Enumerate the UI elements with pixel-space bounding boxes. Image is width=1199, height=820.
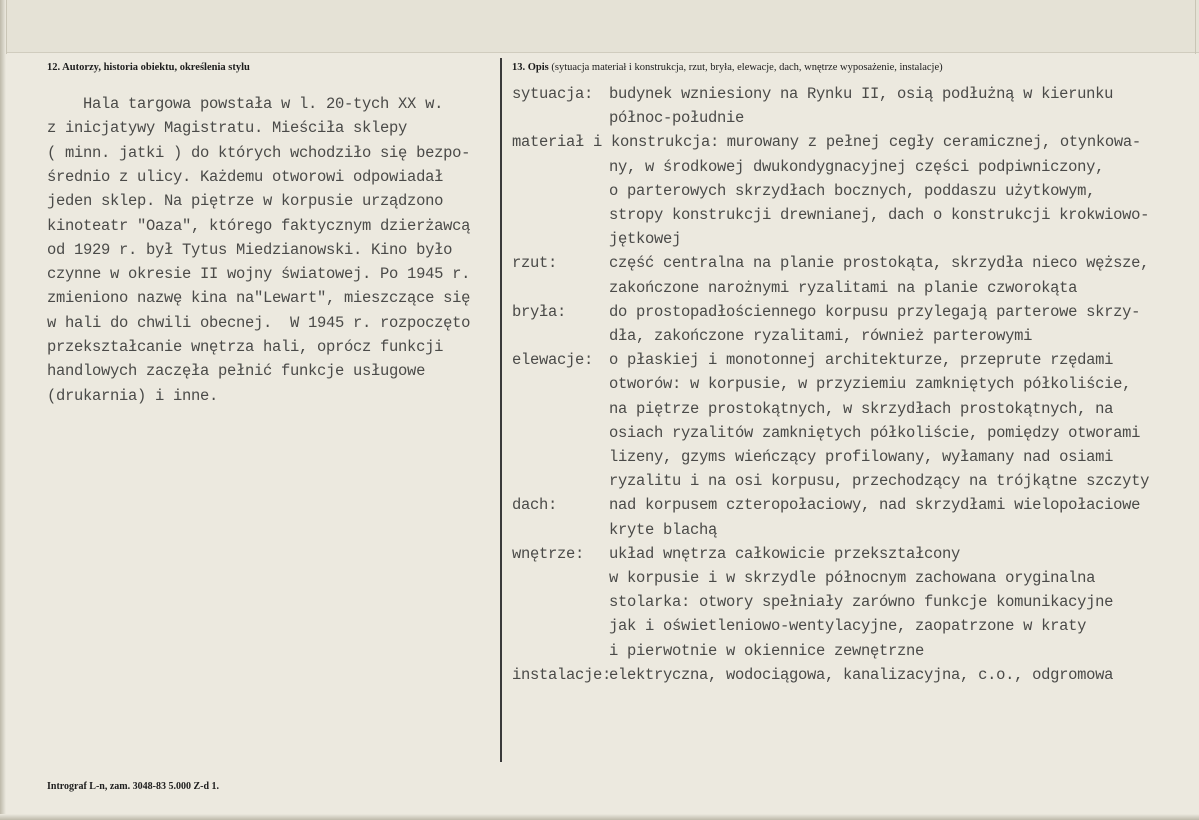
history-line: średnio z ulicy. Każdemu otworowi odpowiadał (47, 167, 444, 186)
description-label: bryła: (512, 302, 567, 321)
description-line: lizeny, gzyms wieńczący profilowany, wyłamany nad osiami (609, 448, 1114, 466)
description-label: elewacje: (512, 351, 594, 370)
description-label: wnętrze: (512, 544, 585, 563)
description-label: materiał i konstrukcja: (512, 133, 720, 152)
description-line: stolarka: otwory spełniały zarówno funkcje komunikacyjne (609, 593, 1114, 612)
history-line: czynne w okresie II wojny światowej. Po 1945 r. (47, 265, 471, 284)
history-line: z inicjatywy Magistratu. Mieściła sklepy (47, 119, 408, 138)
description-line: murowany z pełnej cegły ceramicznej, otynkowa- (726, 133, 1141, 152)
section-13-number: 13. (512, 62, 526, 73)
card-edge-lines (6, 0, 1196, 54)
history-line: kinoteatr "Oaza", którego faktycznym dzierżawcą (47, 216, 471, 235)
history-line: przekształcanie wnętrza hali, oprócz funkcji (47, 338, 444, 356)
section-12-heading (47, 62, 250, 73)
description-line: o parterowych skrzydłach bocznych, poddaszu użytkowym, (609, 181, 1096, 200)
section-13-title: Opis (527, 62, 549, 73)
description-line: na piętrze prostokątnych, w skrzydłach prostokątnych, na (609, 399, 1114, 418)
column-divider (500, 58, 502, 762)
description-line: budynek wzniesiony na Rynku II, osią podłużną w kierunku (609, 85, 1114, 103)
history-line: w hali do chwili obecnej. W 1945 r. rozpoczęto (47, 313, 471, 332)
section-12-title: Autorzy, historia obiektu, określenia stylu (62, 62, 250, 73)
description-line: i pierwotnie w okiennice zewnętrzne (609, 641, 925, 660)
description-line: dła, zakończone ryzalitami, również parterowymi (609, 327, 1033, 345)
history-line: (drukarnia) i inne. (47, 386, 219, 405)
description-line: zakończone narożnymi ryzalitami na planie czworokąta (609, 278, 1078, 297)
history-line: zmieniono nazwę kina na"Lewart", mieszczące się (47, 289, 471, 308)
description-line: ryzalitu i na osi korpusu, przechodzący na trójkątne szczyty (609, 472, 1150, 491)
description-line: północ-południe (609, 109, 745, 128)
description-label: rzut: (512, 254, 558, 273)
description-line: elektryczna, wodociągowa, kanalizacyjna, c.o., odgromowa (609, 665, 1114, 684)
description-line: jak i oświetleniowo-wentylacyjne, zaopatrzone w kraty (609, 617, 1087, 636)
description-label: sytuacja: (512, 85, 594, 103)
section-13-subtitle: (sytuacja materiał i konstrukcja, rzut, bryła, elewacje, dach, wnętrze wyposażenie, instalacje) (551, 62, 943, 73)
description-line: osiach ryzalitów zamkniętych półkoliście, pomiędzy otworami (609, 423, 1141, 442)
section-12-number: 12. (47, 62, 61, 73)
description-label: dach: (512, 496, 558, 515)
description-line: nad korpusem czteropołaciowy, nad skrzydłami wielopołaciowe (609, 496, 1141, 515)
history-line: od 1929 r. był Tytus Miedzianowski. Kino było (47, 240, 453, 259)
description-line: kryte blachą (609, 520, 718, 539)
description-line: otworów: w korpusie, w przyziemiu zamkniętych półkoliście, (609, 375, 1132, 394)
printer-imprint: Intrograf L-n, zam. 3048-83 5.000 Z-d 1. (47, 781, 220, 792)
description-label: instalacje: (512, 665, 612, 684)
description-line: część centralna na planie prostokąta, skrzydła nieco węższe, (609, 254, 1150, 273)
description-line: układ wnętrza całkowicie przekształcony (609, 544, 961, 563)
card-left-shadow (0, 0, 6, 820)
section-13-heading (512, 62, 943, 73)
history-line: Hala targowa powstała w l. 20-tych XX w. (47, 95, 444, 113)
description-line: stropy konstrukcji drewnianej, dach o konstrukcji krokwiowo- (609, 206, 1150, 224)
description-line: o płaskiej i monotonnej architekturze, przeprute rzędami (609, 351, 1114, 370)
card-bottom-shadow (0, 814, 1199, 820)
description-line: ny, w środkowej dwukondygnacyjnej części podpiwniczony, (609, 157, 1105, 176)
description-line: do prostopadłościennego korpusu przylegają parterowe skrzy- (609, 302, 1141, 321)
description-line: jętkowej (609, 230, 682, 249)
history-line: jeden sklep. Na piętrze w korpusie urządzono (47, 192, 444, 211)
history-line: ( minn. jatki ) do których wchodziło się bezpo- (47, 143, 471, 162)
description-line: w korpusie i w skrzydle północnym zachowana oryginalna (609, 569, 1096, 587)
history-line: handlowych zaczęła pełnić funkcje usługowe (47, 362, 426, 381)
